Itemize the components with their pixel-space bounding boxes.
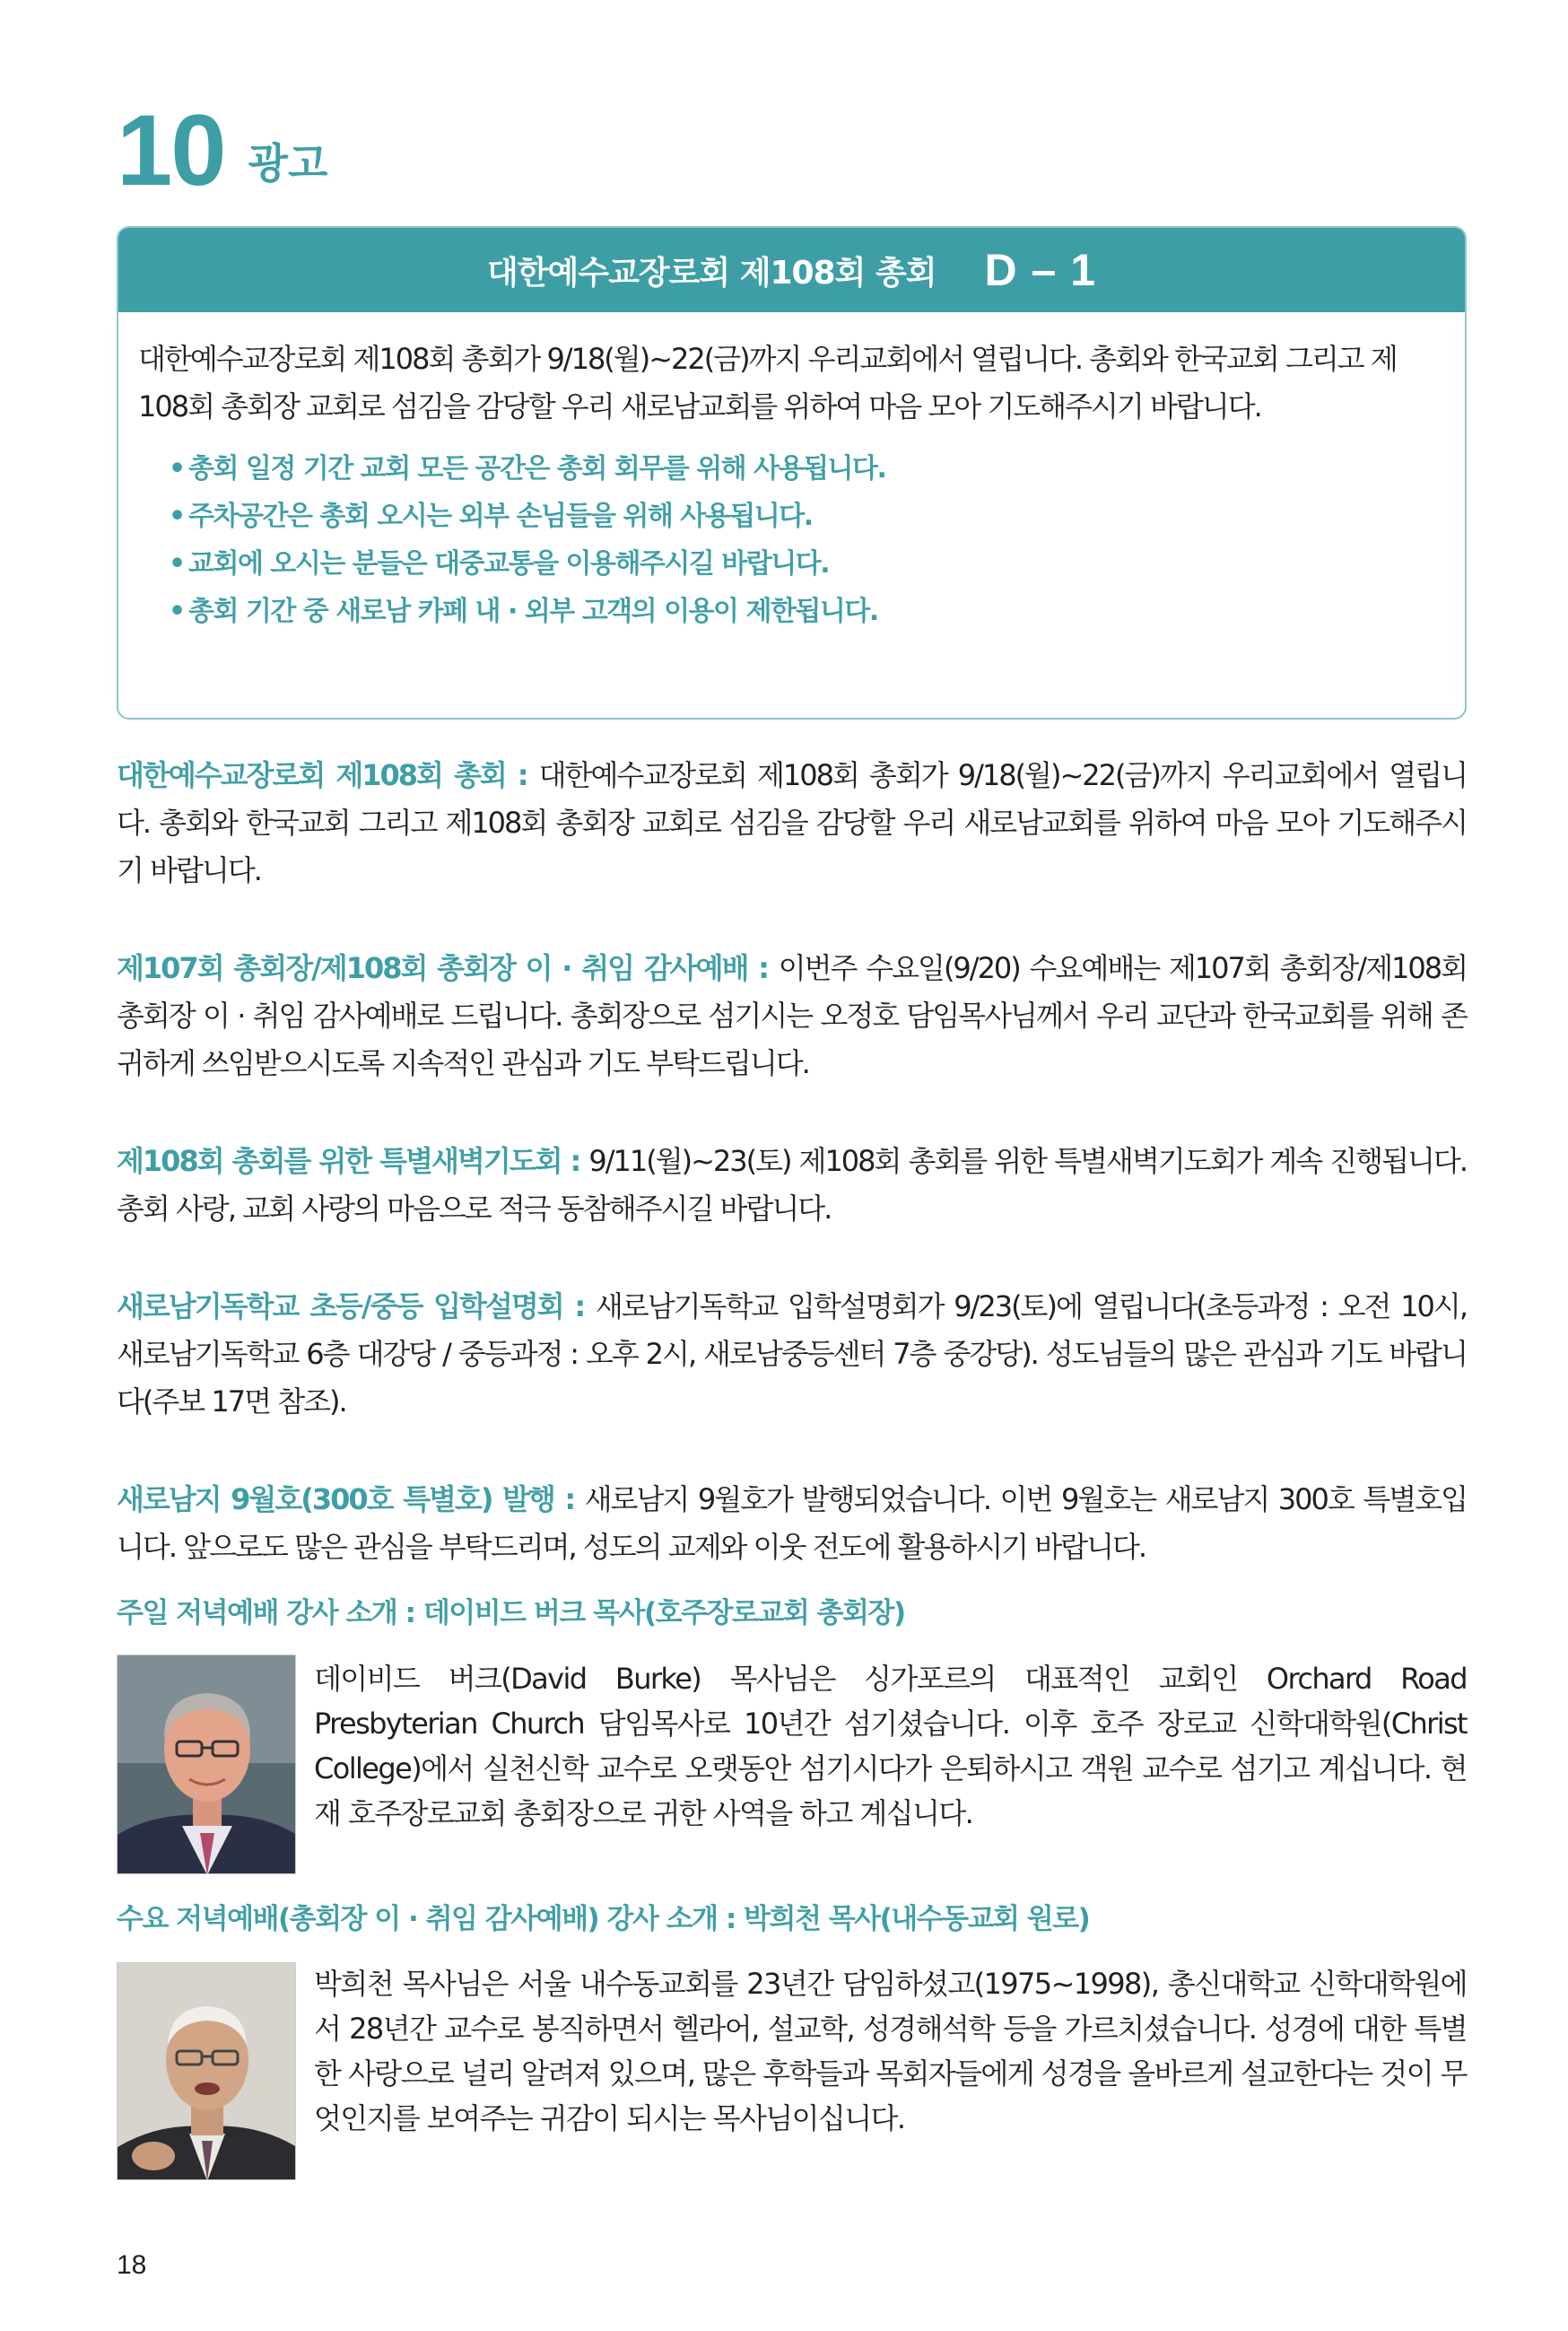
announcement-label: 새로남기독학교 초등/중등 입학설명회 :	[117, 1289, 596, 1323]
notice-body	[118, 312, 1465, 635]
announcement-item	[117, 945, 1467, 1087]
notice-bullet: • 주차공간은 총회 오시는 외부 손님들을 위해 사용됩니다.	[169, 493, 1445, 540]
notice-intro: 대한예수교장로회 제108회 총회가 9/18(월)~22(금)까지 우리교회에서 열립니다. 총회와 한국교회 그리고 제108회 총회장 교회로 섬김을 감당할 우리 새로남교회를 위하여 마음 모아 기도해주시기 바랍니다.	[138, 342, 1397, 423]
speaker-title: 수요 저녁예배(총회장 이 · 취임 감사예배) 강사 소개 : 박희천 목사(내수동교회 원로)	[117, 1903, 1090, 1935]
notice-bullet-list	[138, 445, 1445, 635]
announcement-item	[117, 752, 1467, 895]
announcement-text: 대한예수교장로회 제108회 총회가 9/18(월)~22(금)까지 우리교회에서 열립니다. 총회와 한국교회 그리고 제108회 총회장 교회로 섬김을 감당할 우리 새로남교회를 위하여 마음 모아 기도해주시기 바랍니다.	[117, 758, 1467, 887]
announcement-label: 대한예수교장로회 제108회 총회 :	[117, 758, 539, 792]
page-number: 18	[117, 2250, 147, 2280]
announcement-text: 새로남기독학교 입학설명회가 9/23(토)에 열립니다(초등과정 : 오전 10시, 새로남기독학교 6층 대강당 / 중등과정 : 오후 2시, 새로남중등센터 7층 중강당). 성도님들의 많은 관심과 기도 바랍니다(주보 17면 참조).	[117, 1289, 1467, 1419]
bullet-dot-icon: •	[169, 501, 185, 532]
man-portrait-icon	[118, 1655, 296, 1874]
bullet-dot-icon: •	[169, 596, 185, 627]
announcement-label: 제108회 총회를 위한 특별새벽기도회 :	[117, 1144, 589, 1178]
speaker-photo	[117, 1962, 296, 2180]
speaker-title: 주일 저녁예배 강사 소개 : 데이비드 버크 목사(호주장로교회 총회장)	[117, 1597, 905, 1629]
dday-badge: D – 1	[984, 245, 1097, 295]
announcement-label: 제107회 총회장/제108회 총회장 이 · 취임 감사예배 :	[117, 951, 779, 985]
announcement-list	[117, 752, 1467, 1621]
notice-header	[118, 228, 1465, 312]
bullet-dot-icon: •	[169, 453, 185, 485]
announcement-item	[117, 1476, 1467, 1571]
notice-title: 대한예수교장로회 제108회 총회	[486, 254, 936, 292]
notice-bullet: • 교회에 오시는 분들은 대중교통을 이용해주시길 바랍니다.	[169, 540, 1445, 588]
announcement-text: 이번주 수요일(9/20) 수요예배는 제107회 총회장/제108회 총회장 이 · 취임 감사예배로 드립니다. 총회장으로 섬기시는 오정호 담임목사님께서 우리 교단과 한국교회를 위해 존귀하게 쓰임받으시도록 지속적인 관심과 기도 부탁드립니다.	[117, 951, 1467, 1080]
section-number: 10	[117, 94, 225, 206]
speaker-bio: 박희천 목사님은 서울 내수동교회를 23년간 담임하셨고(1975~1998), 총신대학교 신학대학원에서 28년간 교수로 봉직하면서 헬라어, 설교학, 성경해석학 등을 가르치셨습니다. 성경에 대한 특별한 사랑으로 널리 알려져 있으며, 많은 후학들과 목회자들에게 성경을 올바르게 설교한다는 것이 무엇인지를 보여주는 귀감이 되시는 목사님이십니다.	[314, 1967, 1467, 2135]
announcement-item	[117, 1283, 1467, 1426]
announcement-text: 9/11(월)~23(토) 제108회 총회를 위한 특별새벽기도회가 계속 진행됩니다. 총회 사랑, 교회 사랑의 마음으로 적극 동참해주시길 바랍니다.	[117, 1144, 1467, 1226]
assembly-notice-box	[117, 226, 1467, 720]
announcement-item	[117, 1138, 1467, 1233]
bullet-dot-icon: •	[169, 548, 185, 580]
section-title: 광고	[248, 139, 328, 188]
elderly-man-portrait-icon	[118, 1963, 296, 2180]
speaker-photo	[117, 1654, 296, 1874]
announcement-label: 새로남지 9월호(300호 특별호) 발행 :	[117, 1482, 585, 1516]
notice-bullet: • 총회 일정 기간 교회 모든 공간은 총회 회무를 위해 사용됩니다.	[169, 445, 1445, 493]
section-header	[117, 94, 328, 206]
notice-bullet: • 총회 기간 중 새로남 카페 내 · 외부 고객의 이용이 제한됩니다.	[169, 588, 1445, 635]
announcement-text: 새로남지 9월호가 발행되었습니다. 이번 9월호는 새로남지 300호 특별호입니다. 앞으로도 많은 관심을 부탁드리며, 성도의 교제와 이웃 전도에 활용하시기 바랍니다.	[117, 1482, 1467, 1564]
speaker-bio: 데이비드 버크(David Burke) 목사님은 싱가포르의 대표적인 교회인 Orchard Road Presbyterian Church 담임목사로 10년간 섬기셨습니다. 이후 호주 장로교 신학대학원(Christ College)에서 실천신학 교수로 오랫동안 섬기시다가 은퇴하시고 객원 교수로 섬기고 계십니다. 현재 호주장로교회 총회장으로 귀한 사역을 하고 계십니다.	[314, 1662, 1467, 1830]
